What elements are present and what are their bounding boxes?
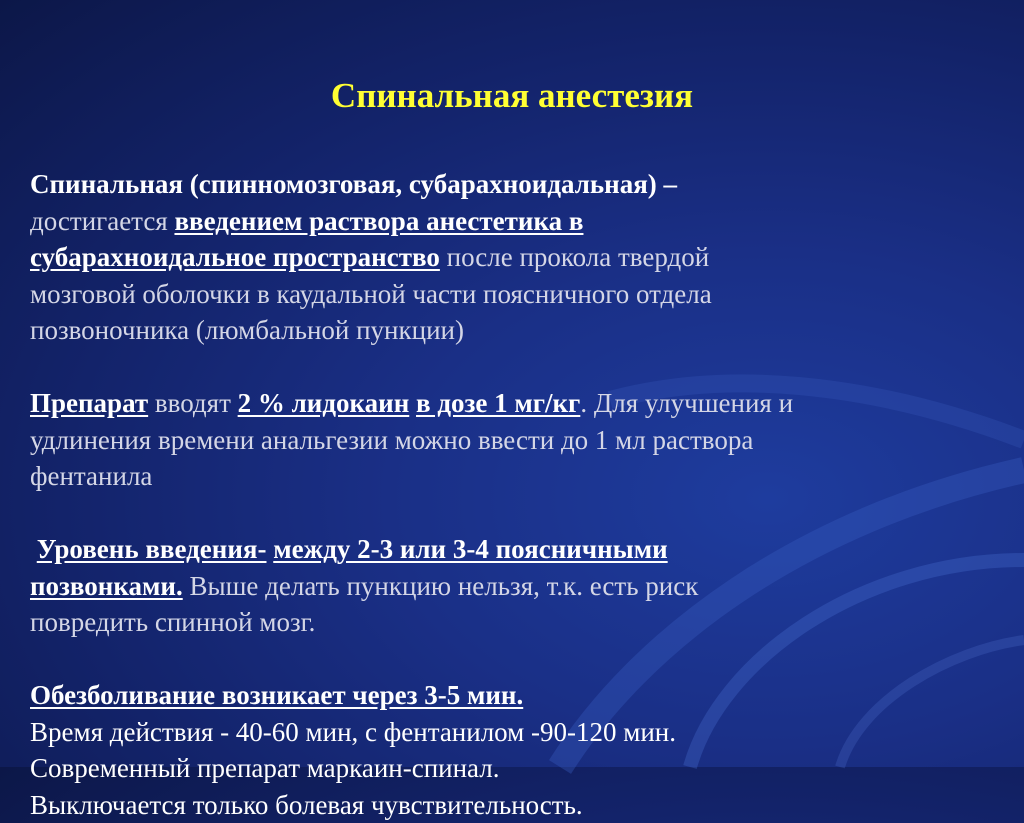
paragraph-level [30,531,1005,641]
paragraph-gap [30,495,1005,532]
emphasis-segment: Уровень введения- [36,534,267,564]
emphasis-segment: введением раствора анестетика в [174,205,584,236]
term-spinal: Спинальная (спинномозговая, субарахноидальная) – [30,169,678,199]
text-segment [409,388,416,418]
paragraph-onset [30,677,1005,823]
text-segment: после прокола твердой [439,242,710,272]
emphasis-segment: между 2-3 или 3-4 поясничными [273,534,668,564]
paragraph-drug [30,385,1005,495]
text-segment: Выключается только болевая чувствительность. [30,789,583,820]
emphasis-segment: субарахноидальное пространство [30,242,440,272]
emphasis-segment: позвонками. [30,570,183,601]
text-segment: . Для улучшения и [580,388,794,418]
text-segment: достигается [30,205,175,236]
emphasis-segment: Обезболивание возникает через 3-5 мин. [30,680,524,710]
text-segment: мозговой оболочки в каудальной части поясничного отдела [30,278,712,309]
slide-title: Спинальная анестезия [330,76,694,115]
paragraph-gap [30,641,1005,678]
text-segment: Время действия - 40-60 мин, с фентанилом -90-120 мин. [30,716,676,747]
text-segment: удлинения времени анальгезии можно ввести до 1 мл раствора [30,424,754,455]
emphasis-segment: Препарат [30,388,149,418]
text-segment: фентанила [30,461,153,491]
paragraph-gap [30,349,1005,386]
text-segment: вводят [148,388,238,418]
slide-body [30,166,1005,823]
paragraph-definition [30,166,1005,349]
text-segment: повредить спинной мозг. [30,607,316,637]
text-segment: Выше делать пункцию нельзя, т.к. есть риск [182,570,699,601]
emphasis-segment: 2 % лидокаин [237,388,410,418]
emphasis-segment: в дозе 1 мг/кг [416,388,581,418]
text-segment: позвоночника (люмбальной пункции) [30,315,464,345]
text-segment: Современный препарат маркаин-спинал. [30,753,500,783]
